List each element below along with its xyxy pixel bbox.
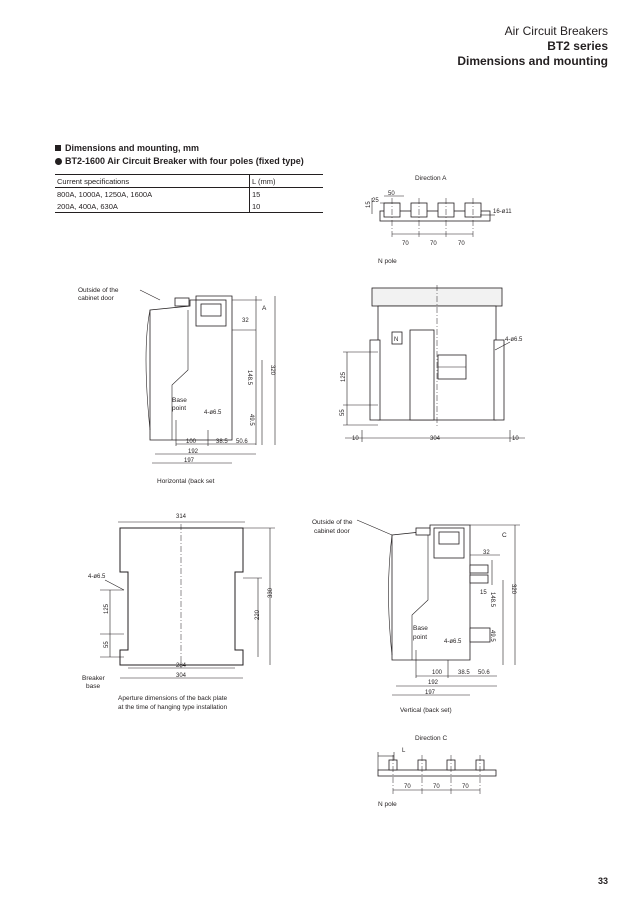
- direction-c-dim-70a: 70: [404, 784, 411, 790]
- horizontal-dim-32: 32: [242, 318, 249, 324]
- vertical-marker-c: C: [502, 532, 507, 539]
- direction-c-caption: N pole: [378, 801, 397, 808]
- vertical-dim-15: 15: [480, 590, 487, 596]
- direction-a-dim-50: 50: [388, 191, 395, 197]
- vertical-caption: Vertical (back set): [400, 707, 452, 714]
- direction-c-l-label: L: [402, 748, 406, 754]
- horizontal-base-point-1: Base: [172, 397, 187, 404]
- vertical-dim-148: 148.5: [489, 592, 495, 608]
- horizontal-holes: 4-ø6.5: [204, 410, 222, 416]
- horizontal-side-drawing: [78, 287, 275, 485]
- table-cell: 800A, 1000A, 1250A, 1600A: [55, 188, 250, 201]
- vertical-side-drawing: [312, 519, 520, 714]
- front-dim-10-left: 10: [352, 436, 359, 442]
- aperture-holes: 4-ø6.5: [88, 574, 106, 580]
- aperture-breaker-base-2: base: [86, 683, 101, 690]
- section-title-text: Dimensions and mounting, mm: [65, 143, 200, 153]
- front-holes: 4-ø6.5: [505, 337, 523, 343]
- page-number: 33: [597, 876, 608, 886]
- vertical-dim-49: 49.5: [489, 630, 495, 642]
- direction-c-dim-70b: 70: [433, 784, 440, 790]
- direction-c-drawing: [378, 735, 496, 808]
- aperture-breaker-base-1: Breaker: [82, 675, 105, 682]
- table-header-cell: L (mm): [250, 175, 324, 188]
- horizontal-marker-a: A: [262, 305, 267, 312]
- vertical-dim-197: 197: [425, 690, 436, 696]
- header-title: Dimensions and mounting: [457, 54, 608, 68]
- table-cell: 200A, 400A, 630A: [55, 200, 250, 213]
- header-category: Air Circuit Breakers: [504, 24, 608, 38]
- aperture-caption-1: Aperture dimensions of the back plate: [118, 695, 228, 702]
- direction-a-dim-25: 25: [372, 198, 379, 204]
- horizontal-dim-50: 50.6: [236, 439, 248, 445]
- vertical-dim-320: 320: [510, 584, 516, 595]
- direction-a-dim-70a: 70: [402, 241, 409, 247]
- horizontal-caption: Horizontal (back set: [157, 478, 215, 485]
- aperture-dim-304: 304: [176, 673, 187, 679]
- horizontal-outside-door-2: cabinet door: [78, 295, 114, 302]
- vertical-base-point-1: Base: [413, 625, 428, 632]
- table-header-cell: Current specifications: [55, 175, 250, 188]
- aperture-dim-314: 314: [176, 514, 187, 520]
- horizontal-dim-49: 49.5: [248, 414, 254, 426]
- aperture-dim-330: 330: [268, 587, 274, 598]
- front-dim-304: 304: [430, 436, 441, 442]
- direction-a-dim-70b: 70: [430, 241, 437, 247]
- horizontal-base-point-2: point: [172, 405, 187, 412]
- vertical-outside-door-2: cabinet door: [314, 528, 350, 535]
- front-dim-55: 55: [340, 409, 346, 416]
- horizontal-dim-320: 320: [269, 365, 275, 376]
- direction-a-dim-holes: 16-ø11: [493, 209, 512, 215]
- direction-a-dim-15: 15: [366, 201, 372, 208]
- horizontal-dim-100: 100: [186, 439, 197, 445]
- table-cell: 15: [252, 189, 261, 199]
- front-dim-10-right: 10: [512, 436, 519, 442]
- direction-c-title: Direction C: [415, 735, 448, 742]
- direction-c-dim-70c: 70: [462, 784, 469, 790]
- vertical-dim-50: 50.6: [478, 670, 490, 676]
- vertical-dim-192: 192: [428, 680, 439, 686]
- direction-a-dim-70c: 70: [458, 241, 465, 247]
- direction-a-drawing: [366, 175, 512, 265]
- horizontal-dim-192: 192: [188, 449, 199, 455]
- vertical-dim-32: 32: [483, 550, 490, 556]
- front-dim-125: 125: [341, 371, 347, 382]
- horizontal-dim-197: 197: [184, 458, 195, 464]
- front-n-label: N: [394, 337, 399, 343]
- horizontal-dim-38: 38.5: [216, 439, 228, 445]
- vertical-holes: 4-ø6.5: [444, 639, 462, 645]
- aperture-caption-2: at the time of hanging type installation: [118, 704, 228, 711]
- horizontal-outside-door-1: Outside of the: [78, 287, 119, 294]
- direction-a-caption: N pole: [378, 258, 397, 265]
- front-view-drawing: [340, 285, 525, 442]
- vertical-dim-38: 38.5: [458, 670, 470, 676]
- horizontal-dim-148: 148.5: [246, 370, 252, 386]
- aperture-dim-55: 55: [104, 641, 110, 648]
- aperture-dim-284: 284: [176, 663, 187, 669]
- aperture-dim-125: 125: [104, 603, 110, 614]
- direction-a-title: Direction A: [415, 175, 447, 182]
- vertical-outside-door-1: Outside of the: [312, 519, 353, 526]
- aperture-drawing: [82, 514, 275, 711]
- table-cell: 10: [250, 200, 324, 213]
- vertical-base-point-2: point: [413, 634, 428, 641]
- aperture-dim-220: 220: [255, 609, 261, 620]
- vertical-dim-100: 100: [432, 670, 443, 676]
- section-subtitle-text: BT2-1600 Air Circuit Breaker with four poles (fixed type): [65, 156, 304, 166]
- header-series: BT2 series: [547, 39, 608, 53]
